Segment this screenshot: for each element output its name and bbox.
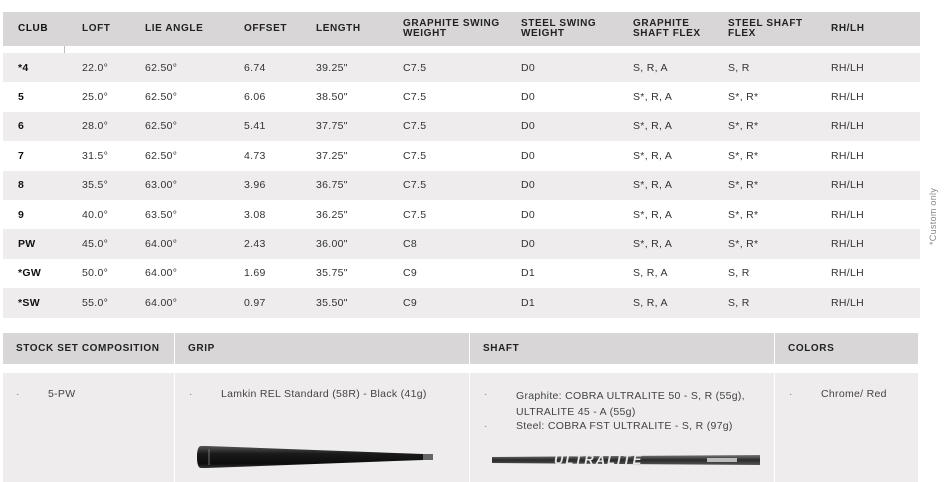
cell-length: 35.50": [316, 296, 348, 309]
cell-loft: 55.0°: [82, 296, 109, 309]
header-steel-swing-weight-line1: STEEL SWING: [521, 18, 597, 29]
cell-graphite-swing-weight: C7.5: [403, 179, 427, 192]
cell-loft: 25.0°: [82, 91, 109, 104]
header-loft: LOFT: [82, 23, 111, 34]
cell-graphite-shaft-flex: S*, R, A: [633, 149, 673, 162]
grip-image: [197, 444, 435, 470]
cell-offset: 2.43: [244, 238, 266, 251]
cell-club: 7: [18, 149, 25, 162]
header-colors: COLORS: [788, 343, 835, 354]
cell-graphite-swing-weight: C7.5: [403, 208, 427, 221]
header-lie-angle: LIE ANGLE: [145, 23, 204, 34]
colors-cell: [775, 373, 918, 482]
cell-steel-shaft-flex: S*, R*: [728, 238, 759, 251]
cell-hand: RH/LH: [831, 149, 865, 162]
stock-set-cell: [3, 373, 175, 482]
cell-graphite-shaft-flex: S, R, A: [633, 267, 668, 280]
composition-table: [3, 333, 918, 482]
cell-steel-swing-weight: D0: [521, 120, 536, 133]
cell-graphite-swing-weight: C9: [403, 296, 418, 309]
cell-offset: 3.08: [244, 208, 266, 221]
cell-hand: RH/LH: [831, 238, 865, 251]
grip-value: Lamkin REL Standard (58R) - Black (41g): [221, 388, 427, 400]
cell-graphite-shaft-flex: S, R, A: [633, 296, 668, 309]
cell-loft: 31.5°: [82, 149, 109, 162]
cell-steel-shaft-flex: S*, R*: [728, 149, 759, 162]
composition-body: [3, 373, 918, 482]
cell-club: PW: [18, 238, 36, 251]
table-row: [3, 53, 920, 82]
composition-header: [3, 333, 918, 364]
header-steel-shaft-flex: [728, 19, 831, 39]
bullet: ·: [189, 388, 193, 400]
header-steel-shaft-flex-line2: FLEX: [728, 28, 756, 39]
bullet: ·: [484, 388, 488, 400]
shaft-cell: [470, 373, 775, 482]
cell-hand: RH/LH: [831, 208, 865, 221]
cell-hand: RH/LH: [831, 267, 865, 280]
header-club: CLUB: [18, 23, 49, 34]
cell-steel-shaft-flex: S*, R*: [728, 120, 759, 133]
table-row: [3, 229, 920, 258]
cell-offset: 1.69: [244, 267, 266, 280]
header-steel-swing-weight-line2: WEIGHT: [521, 28, 565, 39]
cell-graphite-swing-weight: C7.5: [403, 149, 427, 162]
table-row: [3, 200, 920, 229]
cell-club: 8: [18, 179, 25, 192]
cell-lie-angle: 64.00°: [145, 267, 178, 280]
colors-value: Chrome/ Red: [821, 388, 887, 400]
header-graphite-swing-weight: [403, 19, 521, 39]
cell-club: 6: [18, 120, 25, 133]
bullet: ·: [16, 388, 20, 400]
cell-hand: RH/LH: [831, 179, 865, 192]
cell-graphite-swing-weight: C7.5: [403, 61, 427, 74]
cell-length: 39.25": [316, 61, 348, 74]
cell-graphite-swing-weight: C7.5: [403, 91, 427, 104]
cell-graphite-swing-weight: C7.5: [403, 120, 427, 133]
cell-hand: RH/LH: [831, 61, 865, 74]
cell-offset: 4.73: [244, 149, 266, 162]
cell-length: 36.00": [316, 238, 348, 251]
spec-table-body: [3, 53, 920, 318]
cell-steel-swing-weight: D1: [521, 296, 536, 309]
cell-steel-shaft-flex: S*, R*: [728, 208, 759, 221]
cell-loft: 50.0°: [82, 267, 109, 280]
shaft-image: [492, 451, 760, 469]
cell-steel-shaft-flex: S*, R*: [728, 179, 759, 192]
cell-club: *SW: [18, 296, 40, 309]
cell-loft: 35.5°: [82, 179, 109, 192]
cell-steel-swing-weight: D0: [521, 91, 536, 104]
table-row: [3, 259, 920, 288]
cell-lie-angle: 62.50°: [145, 91, 178, 104]
bullet: ·: [789, 388, 793, 400]
cell-offset: 3.96: [244, 179, 266, 192]
cell-steel-shaft-flex: S, R: [728, 61, 750, 74]
cell-offset: 5.41: [244, 120, 266, 133]
cell-lie-angle: 63.50°: [145, 208, 178, 221]
cell-club: *4: [18, 61, 29, 74]
table-row: [3, 82, 920, 111]
header-graphite-shaft-flex-line2: SHAFT FLEX: [633, 28, 701, 39]
cell-loft: 22.0°: [82, 61, 109, 74]
cell-steel-swing-weight: D0: [521, 149, 536, 162]
cell-length: 37.75": [316, 120, 348, 133]
cell-length: 35.75": [316, 267, 348, 280]
cell-lie-angle: 63.00°: [145, 179, 178, 192]
spec-table-header: [3, 12, 920, 46]
cell-loft: 40.0°: [82, 208, 109, 221]
header-graphite-shaft-flex: [633, 19, 728, 39]
shaft-graphite-line1: Graphite: COBRA ULTRALITE 50 - S, R (55g),: [516, 390, 745, 402]
cell-club: 5: [18, 91, 25, 104]
header-stock-set: STOCK SET COMPOSITION: [3, 333, 175, 364]
cell-steel-shaft-flex: S, R: [728, 296, 750, 309]
table-row: [3, 288, 920, 317]
header-steel-swing-weight: [521, 19, 633, 39]
cell-hand: RH/LH: [831, 120, 865, 133]
cell-length: 38.50": [316, 91, 348, 104]
cell-graphite-shaft-flex: S*, R, A: [633, 179, 673, 192]
cell-lie-angle: 62.50°: [145, 149, 178, 162]
grip-cell: [175, 373, 470, 482]
cell-lie-angle: 64.00°: [145, 238, 178, 251]
header-offset: OFFSET: [244, 23, 288, 34]
cell-length: 36.75": [316, 179, 348, 192]
shaft-steel-value: Steel: COBRA FST ULTRALITE - S, R (97g): [516, 420, 733, 432]
cell-length: 37.25": [316, 149, 348, 162]
cell-length: 36.25": [316, 208, 348, 221]
cell-steel-shaft-flex: S, R: [728, 267, 750, 280]
shaft-graphite-line2: ULTRALITE 45 - A (55g): [516, 406, 636, 418]
header-shaft: SHAFT: [470, 333, 775, 364]
table-row: [3, 171, 920, 200]
cell-graphite-shaft-flex: S*, R, A: [633, 120, 673, 133]
header-steel-shaft-flex-line1: STEEL SHAFT: [728, 18, 803, 29]
header-hand: RH/LH: [831, 23, 865, 34]
cell-graphite-shaft-flex: S, R, A: [633, 61, 668, 74]
cell-steel-swing-weight: D1: [521, 267, 536, 280]
cell-steel-swing-weight: D0: [521, 179, 536, 192]
cell-club: 9: [18, 208, 25, 221]
cell-offset: 6.06: [244, 91, 266, 104]
header-graphite-swing-weight-line1: GRAPHITE SWING: [403, 18, 500, 29]
cell-lie-angle: 64.00°: [145, 296, 178, 309]
header-graphite-swing-weight-line2: WEIGHT: [403, 28, 447, 39]
cell-graphite-shaft-flex: S*, R, A: [633, 208, 673, 221]
cell-hand: RH/LH: [831, 91, 865, 104]
cell-loft: 45.0°: [82, 238, 109, 251]
cell-steel-swing-weight: D0: [521, 238, 536, 251]
spec-table: [3, 12, 920, 318]
bullet: ·: [484, 420, 488, 432]
cell-steel-swing-weight: D0: [521, 208, 536, 221]
cell-offset: 6.74: [244, 61, 266, 74]
cell-steel-shaft-flex: S*, R*: [728, 91, 759, 104]
cell-graphite-swing-weight: C8: [403, 238, 418, 251]
header-length: LENGTH: [316, 23, 361, 34]
header-graphite-shaft-flex-line1: GRAPHITE: [633, 18, 690, 29]
cell-lie-angle: 62.50°: [145, 61, 178, 74]
table-row: [3, 112, 920, 141]
header-grip: GRIP: [175, 333, 470, 364]
cell-offset: 0.97: [244, 296, 266, 309]
cell-graphite-swing-weight: C9: [403, 267, 418, 280]
cell-lie-angle: 62.50°: [145, 120, 178, 133]
cell-graphite-shaft-flex: S*, R, A: [633, 91, 673, 104]
shaft-logo-text: ULTRALITE: [554, 452, 644, 467]
custom-only-note: *Custom only: [928, 187, 938, 245]
cell-loft: 28.0°: [82, 120, 109, 133]
cell-steel-swing-weight: D0: [521, 61, 536, 74]
cell-graphite-shaft-flex: S*, R, A: [633, 238, 673, 251]
stock-set-value: 5-PW: [48, 388, 76, 400]
cell-hand: RH/LH: [831, 296, 865, 309]
table-row: [3, 141, 920, 170]
cell-club: *GW: [18, 267, 42, 280]
